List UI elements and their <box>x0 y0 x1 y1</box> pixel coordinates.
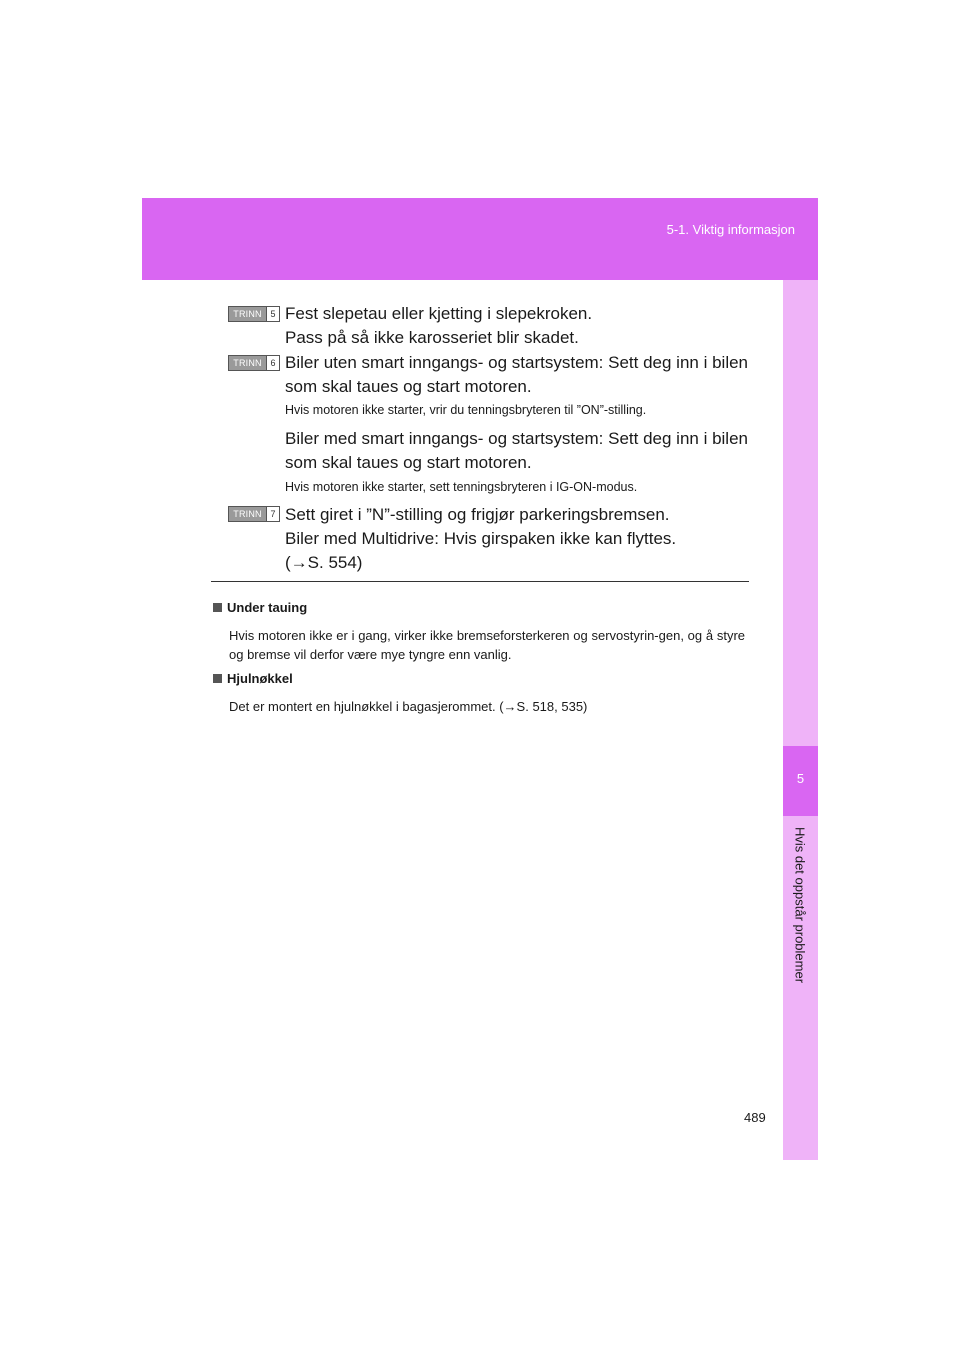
chapter-side-tab <box>783 280 818 1160</box>
header-band <box>142 198 818 280</box>
step-badge-7 <box>228 506 280 522</box>
square-bullet-icon <box>213 674 222 683</box>
note-heading-under-tauing <box>213 600 307 615</box>
step-6-line-2: som skal taues og start motoren. <box>285 377 532 396</box>
note-body-hjulnokkel: Det er montert en hjulnøkkel i bagasjerommet. (→S. 518, 535) <box>229 699 588 714</box>
step-6-line-1: Biler uten smart inngangs- og startsystem: Sett deg inn i bilen <box>285 353 749 372</box>
step-badge-label: TRINN <box>229 307 266 321</box>
note-body-under-tauing: Hvis motoren ikke er i gang, virker ikke bremseforsterkeren og servostyrin-gen, og å styre og bremse vil derfor være mye tyngre enn vanlig. <box>229 628 745 662</box>
step-6-alt-line-1: Biler med smart inngangs- og startsystem: Sett deg inn i bilen <box>285 429 748 448</box>
step-badge-number: 6 <box>266 356 279 370</box>
section-divider <box>211 581 749 582</box>
step-5-line-2: Pass på så ikke karosseriet blir skadet. <box>285 328 579 347</box>
step-5-line-1: Fest slepetau eller kjetting i slepekroken. <box>285 304 593 323</box>
step-badge-label: TRINN <box>229 356 266 370</box>
chapter-number: 5 <box>796 771 805 786</box>
note-heading-text: Hjulnøkkel <box>227 671 293 686</box>
step-badge-5 <box>228 306 280 322</box>
note-heading-hjulnokkel <box>213 671 293 686</box>
step-badge-number: 5 <box>266 307 279 321</box>
step-badge-label: TRINN <box>229 507 266 521</box>
step-badge-number: 7 <box>266 507 279 521</box>
step-7-line-2: Biler med Multidrive: Hvis girspaken ikke kan flyttes. <box>285 529 677 548</box>
section-title: 5-1. Viktig informasjon <box>666 222 795 237</box>
step-6-note-2: Hvis motoren ikke starter, sett tenningsbryteren i IG-ON-modus. <box>285 480 638 494</box>
step-7-line-1: Sett giret i ”N”-stilling og frigjør parkeringsbremsen. <box>285 505 670 524</box>
step-6-note-1: Hvis motoren ikke starter, vrir du tenningsbryteren til ”ON”-stilling. <box>285 403 647 417</box>
chapter-title: Hvis det oppstår problemer <box>792 826 808 984</box>
note-heading-text: Under tauing <box>227 600 308 615</box>
square-bullet-icon <box>213 603 222 612</box>
step-7-line-3[interactable]: (→S. 554) <box>285 553 363 572</box>
page-number: 489 <box>744 1110 766 1125</box>
step-6-alt-line-2: som skal taues og start motoren. <box>285 453 532 472</box>
step-badge-6 <box>228 355 280 371</box>
